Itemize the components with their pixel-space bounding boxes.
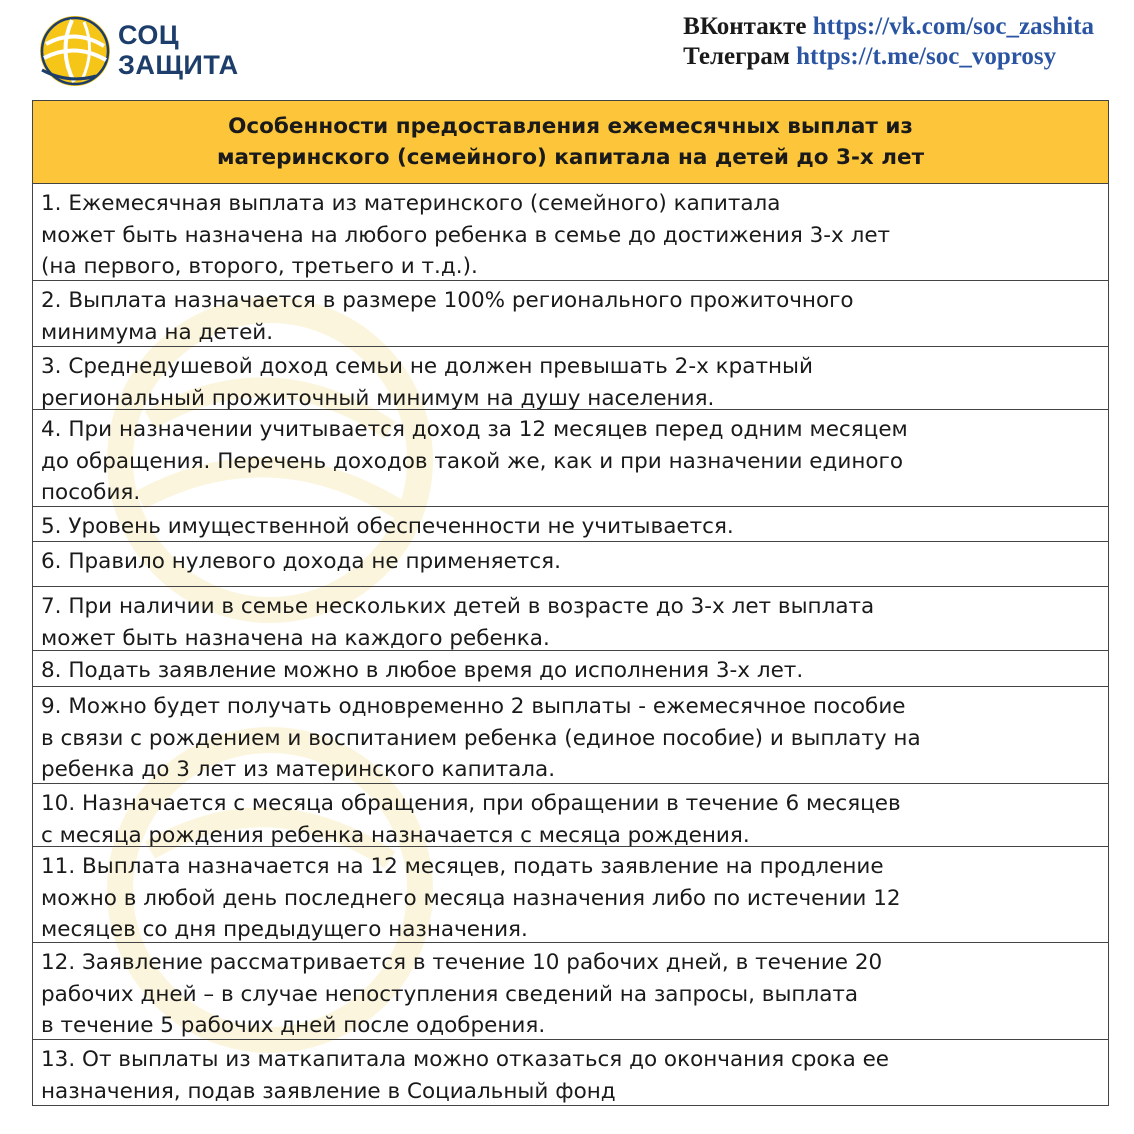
- table-row-line: минимума на детей.: [41, 319, 274, 345]
- table-row-line: с месяца рождения ребенка назначается с месяца рождения.: [41, 822, 750, 847]
- table-row-line: ребенка до 3 лет из материнского капитала.: [41, 757, 556, 782]
- tg-link[interactable]: https://t.me/soc_voprosy: [796, 43, 1057, 70]
- table-row: [33, 943, 1108, 1040]
- table-row-line: 6. Правило нулевого дохода не применяется.: [41, 549, 561, 574]
- table-row-line: 11. Выплата назначается на 12 месяцев, подать заявление на продление: [41, 854, 884, 879]
- table-row-line: можно в любой день последнего месяца назначения либо по истечении 12: [41, 885, 901, 911]
- table-row: [33, 784, 1108, 847]
- table-row: [33, 847, 1108, 943]
- table-row-line: 9. Можно будет получать одновременно 2 выплаты - ежемесячное пособие: [41, 694, 906, 719]
- table-row-line: может быть назначена на любого ребенка в семье до достижения 3-х лет: [41, 222, 891, 248]
- table-row-line: 12. Заявление рассматривается в течение 10 рабочих дней, в течение 20: [41, 950, 883, 975]
- table-row-line: 7. При наличии в семье нескольких детей в возрасте до 3-х лет выплата: [41, 594, 875, 619]
- table-row: [33, 587, 1108, 651]
- table-row-line: 5. Уровень имущественной обеспеченности не учитывается.: [41, 514, 734, 539]
- table-row: [33, 507, 1108, 542]
- table-row-line: 2. Выплата назначается в размере 100% регионального прожиточного: [41, 288, 854, 313]
- table-row-line: 1. Ежемесячная выплата из материнского (семейного) капитала: [41, 191, 781, 216]
- table-row-line: 10. Назначается с месяца обращения, при обращении в течение 6 месяцев: [41, 791, 901, 816]
- vk-link[interactable]: https://vk.com/soc_zashita: [812, 13, 1094, 40]
- table-row-line: в течение 5 рабочих дней после одобрения.: [41, 1013, 546, 1038]
- table-row-line: (на первого, второго, третьего и т.д.).: [41, 254, 478, 279]
- globe-logo-icon: [38, 14, 112, 88]
- vk-link-row: [683, 12, 1094, 42]
- table-row-line: может быть назначена на каждого ребенка.: [41, 625, 550, 651]
- table-row-line: рабочих дней – в случае непоступления сведений на запросы, выплата: [41, 981, 859, 1007]
- tg-label: Телеграм: [683, 43, 790, 70]
- table-row: [33, 542, 1108, 587]
- table-row: [33, 347, 1108, 410]
- table-row: [33, 410, 1108, 507]
- table-row-line: до обращения. Перечень доходов такой же, как и при назначении единого: [41, 448, 903, 474]
- table-row-line: в связи с рождением и воспитанием ребенка (единое пособие) и выплату на: [41, 725, 921, 751]
- tg-link-row: [683, 42, 1094, 72]
- table-row-line: 13. От выплаты из маткапитала можно отказаться до окончания срока ее: [41, 1047, 890, 1072]
- table-title: [33, 101, 1108, 184]
- table-row: [33, 1040, 1108, 1105]
- table-title-line1: Особенности предоставления ежемесячных выплат из: [228, 114, 913, 139]
- logo-line1: СОЦ: [118, 20, 180, 50]
- logo-text: [118, 20, 239, 80]
- logo: [38, 12, 258, 90]
- table-row-line: 8. Подать заявление можно в любое время до исполнения 3-х лет.: [41, 658, 804, 683]
- social-links: [683, 12, 1094, 72]
- logo-line2: ЗАЩИТА: [118, 50, 239, 80]
- table-row-line: назначения, подав заявление в Социальный фонд: [41, 1078, 616, 1104]
- table-row: [33, 281, 1108, 347]
- table-row-line: 4. При назначении учитывается доход за 12 месяцев перед одним месяцем: [41, 417, 908, 442]
- table-row: [33, 651, 1108, 687]
- table-row-line: 3. Среднедушевой доход семьи не должен превышать 2-х кратный: [41, 354, 814, 379]
- table-row-line: региональный прожиточный минимум на душу населения.: [41, 385, 715, 410]
- table-title-line2: материнского (семейного) капитала на детей до 3-х лет: [216, 145, 925, 170]
- table-row-line: месяцев со дня предыдущего назначения.: [41, 917, 528, 942]
- table-row-line: пособия.: [41, 480, 141, 505]
- features-table: [32, 100, 1109, 1106]
- table-rows: [33, 184, 1108, 1105]
- table-row: [33, 687, 1108, 784]
- vk-label: ВКонтакте: [683, 13, 807, 40]
- table-row: [33, 184, 1108, 281]
